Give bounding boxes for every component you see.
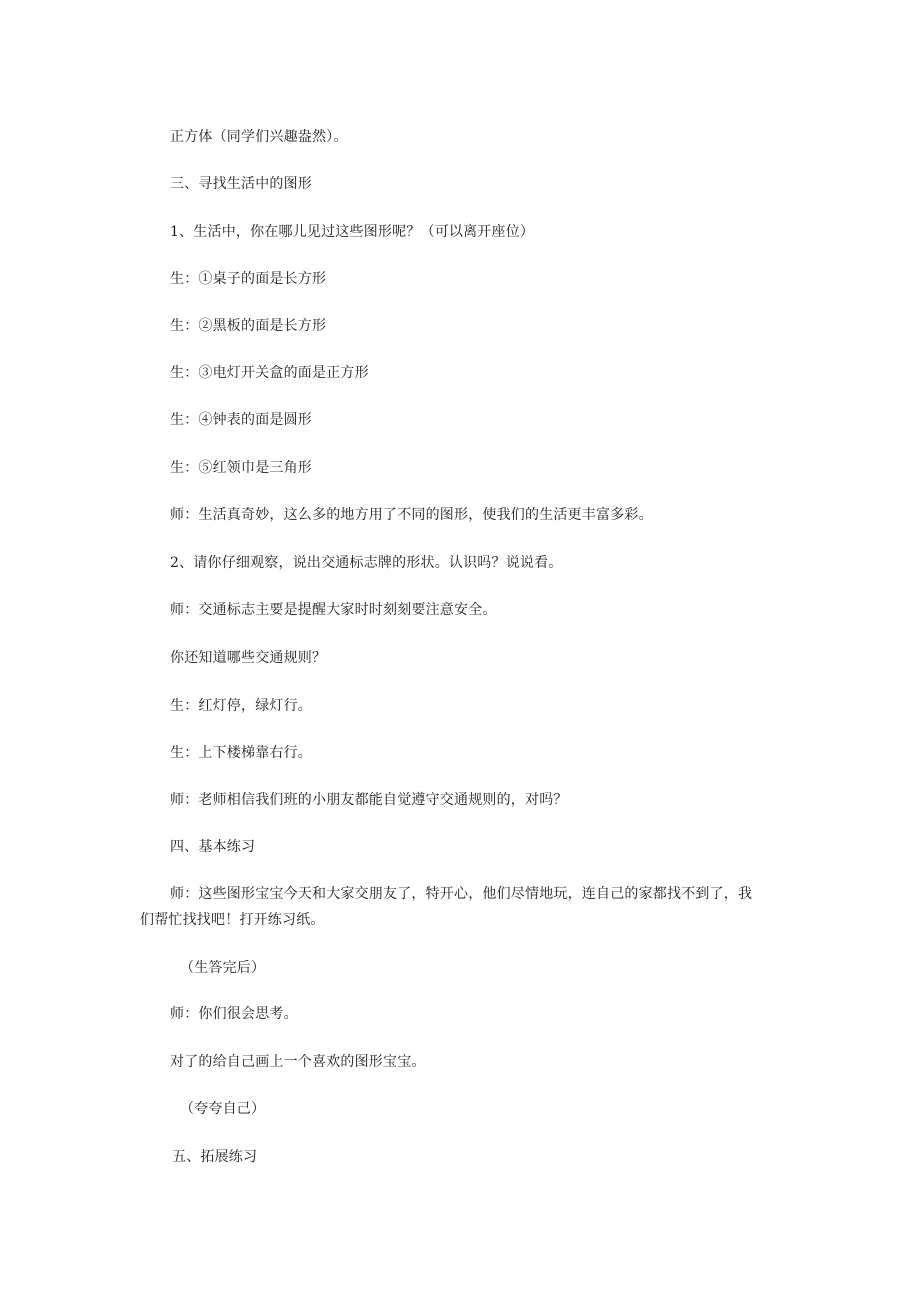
paragraph: 生：④钟表的面是圆形	[170, 412, 312, 428]
paragraph: 生：上下楼梯靠右行。	[170, 745, 312, 761]
section-heading: 四、基本练习	[170, 839, 256, 855]
paragraph: 生：①桌子的面是长方形	[170, 271, 327, 287]
paragraph: 你还知道哪些交通规则？	[170, 650, 327, 666]
section-heading: 五、拓展练习	[172, 1149, 258, 1165]
paragraph: 生：红灯停，绿灯行。	[170, 698, 312, 714]
paragraph: 生：②黑板的面是长方形	[170, 318, 327, 334]
paragraph: 师：你们很会思考。	[170, 1006, 298, 1022]
paragraph: 1、生活中，你在哪儿见过这些图形呢？（可以离开座位）	[170, 224, 535, 240]
paragraph: 正方体（同学们兴趣盎然）。	[170, 129, 348, 145]
paragraph: 师：这些图形宝宝今天和大家交朋友了，特开心，他们尽情地玩，连自己的家都找不到了，我们帮忙找找吧！打开练习纸。	[140, 886, 753, 928]
paragraph: 对了的给自己画上一个喜欢的图形宝宝。	[170, 1054, 426, 1070]
paragraph: 生：⑤红领巾是三角形	[170, 460, 312, 476]
paragraph: 师：交通标志主要是提醒大家时时刻刻要注意安全。	[170, 602, 497, 618]
paragraph: 师：老师相信我们班的小朋友都能自觉遵守交通规则的，对吗？	[170, 792, 568, 808]
paragraph: 师：生活真奇妙，这么多的地方用了不同的图形，使我们的生活更丰富多彩。	[170, 507, 653, 523]
paragraph: （生答完后）	[180, 960, 266, 976]
paragraph: 生：③电灯开关盒的面是正方形	[170, 365, 369, 381]
section-heading: 三、寻找生活中的图形	[170, 176, 312, 192]
paragraph: （夸夸自己）	[180, 1101, 266, 1117]
paragraph: 2、请你仔细观察，说出交通标志牌的形状。认识吗？说说看。	[170, 555, 563, 571]
